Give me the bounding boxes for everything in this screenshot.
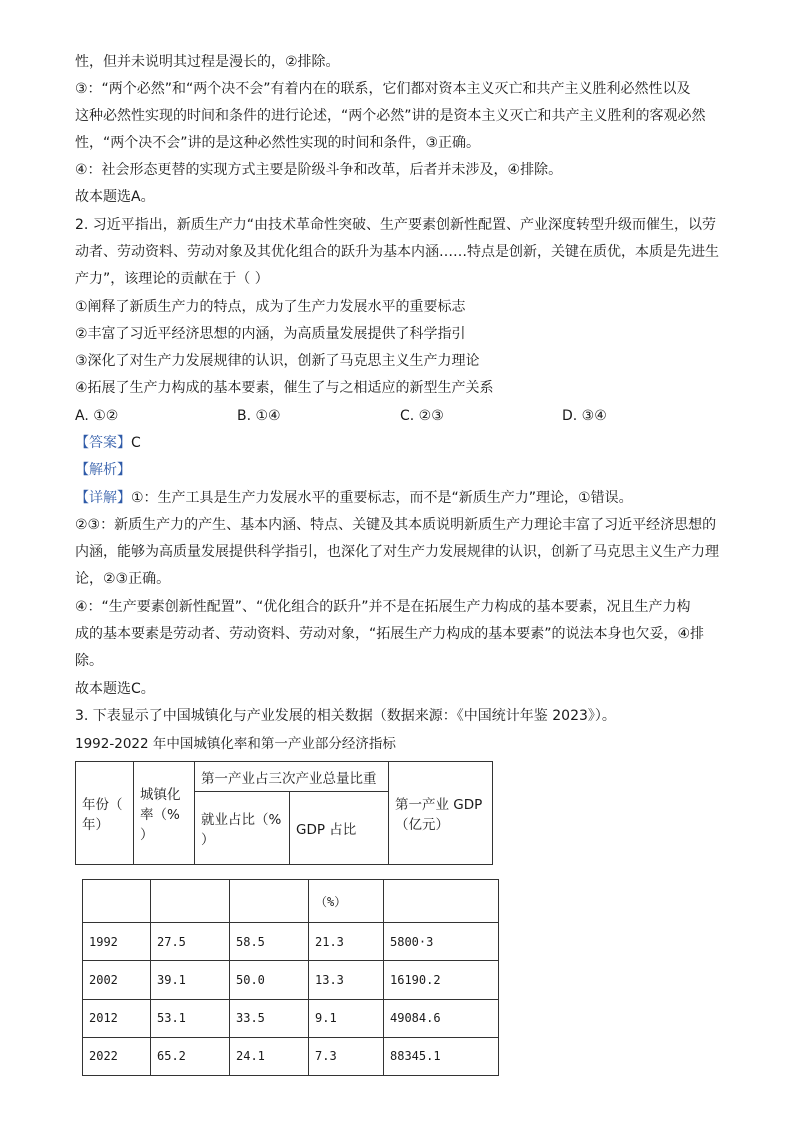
cell: （%） [309, 880, 384, 923]
statement-4: ④拓展了生产力构成的基本要素，催生了与之相适应的新型生产关系 [75, 380, 494, 396]
question-2-text: 2. 习近平指出，新质生产力“由技术革命性突破、生产要素创新性配置、产业深度转型升级而催生，以劳 [75, 217, 717, 233]
question-2-text: 动者、劳动资料、劳动对象及其优化组合的跃升为基本内涵……特点是创新，关键在质优，本质是先进生 [75, 244, 719, 260]
header-year: 年份（ 年） [76, 762, 134, 865]
text-line: 这种必然性实现的时间和条件的进行论述，“两个必然”讲的是资本主义灭亡和共产主义胜利的客观必然 [75, 108, 706, 124]
header-gdp-share: GDP 占比 [290, 792, 389, 865]
cell: 27.5 [151, 923, 230, 961]
text-line: 论，②③正确。 [75, 571, 171, 587]
header-employment: 就业占比（% ） [195, 792, 290, 865]
answer-value: C [131, 435, 141, 451]
statement-2: ②丰富了习近平经济思想的内涵，为高质量发展提供了科学指引 [75, 326, 466, 342]
cell [384, 880, 499, 923]
cell: 21.3 [309, 923, 384, 961]
text-line: 成的基本要素是劳动者、劳动资料、劳动对象，“拓展生产力构成的基本要素”的说法本身也欠妥，④排 [75, 626, 705, 642]
text-line: 故本题选C。 [75, 681, 155, 697]
question-2-text: 产力”，该理论的贡献在于（ ） [75, 271, 269, 287]
text-line: ④：“生产要素创新性配置”、“优化组合的跃升”并不是在拓展生产力构成的基本要素，况且生产力构 [75, 599, 691, 615]
cell: 50.0 [230, 961, 309, 999]
statement-1: ①阐释了新质生产力的特点，成为了生产力发展水平的重要标志 [75, 299, 466, 315]
text-line: 故本题选A。 [75, 189, 155, 205]
table-row [83, 880, 499, 923]
cell: 5800·3 [384, 923, 499, 961]
option-a: A. ①② [75, 408, 119, 424]
text-line: 除。 [75, 653, 103, 669]
data-table [82, 879, 499, 1076]
header-gdp: 第一产业 GDP （亿元） [389, 762, 493, 865]
cell: 24.1 [230, 1037, 309, 1075]
cell: 49084.6 [384, 999, 499, 1037]
table-row [83, 999, 499, 1037]
cell: 2022 [83, 1037, 151, 1075]
cell [230, 880, 309, 923]
cell: 2012 [83, 999, 151, 1037]
text-line: ④：社会形态更替的实现方式主要是阶级斗争和改革，后者并未涉及，④排除。 [75, 162, 563, 178]
cell: 7.3 [309, 1037, 384, 1075]
analysis-tag: 【解析】 [75, 462, 131, 478]
detail-text: ①：生产工具是生产力发展水平的重要标志，而不是“新质生产力”理论，①错误。 [131, 490, 633, 506]
detail-tag: 【详解】 [75, 490, 131, 506]
cell: 1992 [83, 923, 151, 961]
option-c: C. ②③ [400, 408, 444, 424]
cell: 88345.1 [384, 1037, 499, 1075]
cell: 33.5 [230, 999, 309, 1037]
header-urban: 城镇化 率（% ） [134, 762, 195, 865]
cell: 9.1 [309, 999, 384, 1037]
detail-line [75, 488, 633, 508]
text-line: ③：“两个必然”和“两个决不会”有着内在的联系，它们都对资本主义灭亡和共产主义胜利必然性以及 [75, 81, 691, 97]
answer-tag: 【答案】 [75, 435, 131, 451]
table-row [83, 961, 499, 999]
cell: 16190.2 [384, 961, 499, 999]
statement-3: ③深化了对生产力发展规律的认识，创新了马克思主义生产力理论 [75, 353, 480, 369]
cell: 58.5 [230, 923, 309, 961]
text-line: 性，但并未说明其过程是漫长的，②排除。 [75, 54, 340, 70]
table-row [83, 923, 499, 961]
cell: 39.1 [151, 961, 230, 999]
header-primary-share: 第一产业占三次产业总量比重 [195, 762, 389, 792]
cell: 65.2 [151, 1037, 230, 1075]
cell: 53.1 [151, 999, 230, 1037]
cell [151, 880, 230, 923]
text-line: 性，“两个决不会”讲的是这种必然性实现的时间和条件，③正确。 [75, 135, 481, 151]
cell: 2002 [83, 961, 151, 999]
option-d: D. ③④ [562, 408, 607, 424]
analysis-line [75, 460, 131, 480]
answer-line [75, 433, 141, 453]
option-b: B. ①④ [237, 408, 281, 424]
cell [83, 880, 151, 923]
table-title: 1992-2022 年中国城镇化率和第一产业部分经济指标 [75, 736, 396, 752]
text-line: ②③：新质生产力的产生、基本内涵、特点、关键及其本质说明新质生产力理论丰富了习近平经济思想的 [75, 517, 717, 533]
table-row [83, 1037, 499, 1075]
cell: 13.3 [309, 961, 384, 999]
table-header [75, 761, 493, 865]
text-line: 内涵，能够为高质量发展提供科学指引，也深化了对生产力发展规律的认识，创新了马克思主义生产力理 [75, 544, 719, 560]
question-3-text: 3. 下表显示了中国城镇化与产业发展的相关数据（数据来源：《中国统计年鉴 2023》）。 [75, 708, 616, 724]
